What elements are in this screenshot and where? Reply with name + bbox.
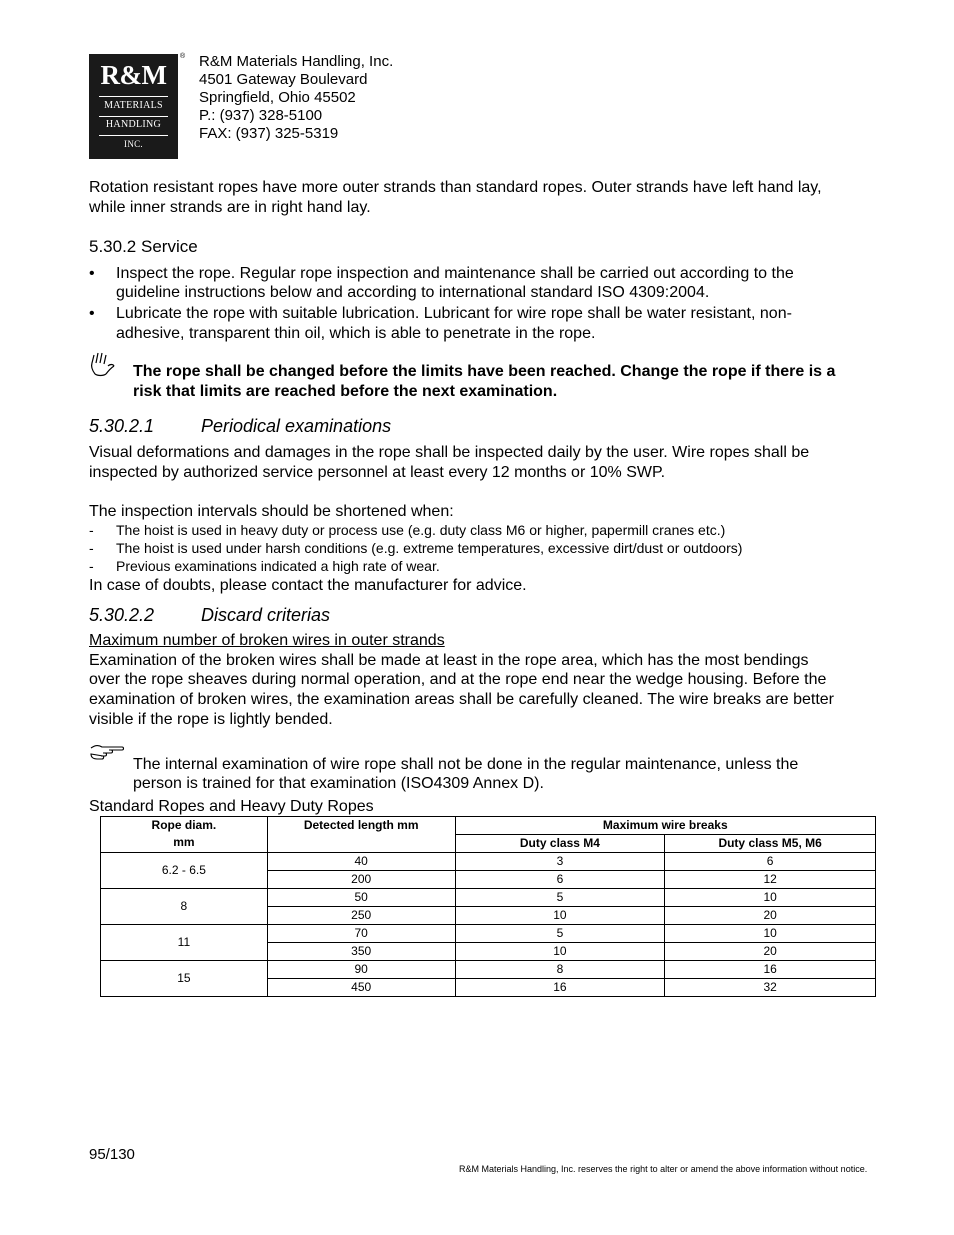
cell-length: 450 xyxy=(267,979,455,997)
logo-line-1: MATERIALS xyxy=(104,100,163,111)
bullet-icon: • xyxy=(89,265,95,282)
cell-length: 40 xyxy=(267,853,455,871)
dash-icon: - xyxy=(89,522,94,538)
dash-item: The hoist is used in heavy duty or process use (e.g. duty class M6 or higher, papermill cranes etc.) xyxy=(116,522,726,538)
cell-m4: 3 xyxy=(455,853,665,871)
address-line: P.: (937) 328-5100 xyxy=(199,107,323,124)
cell-m4: 10 xyxy=(455,907,665,925)
cell-m4: 10 xyxy=(455,943,665,961)
cell-length: 250 xyxy=(267,907,455,925)
paragraph-line: visible if the rope is lightly bended. xyxy=(89,711,333,728)
table-row xyxy=(101,889,876,907)
dash-icon: - xyxy=(89,558,94,574)
table-row xyxy=(101,925,876,943)
cell-length: 350 xyxy=(267,943,455,961)
hand-stop-icon xyxy=(89,352,117,378)
note-text: person is trained for that examination (ISO4309 Annex D). xyxy=(133,775,544,792)
dash-item: The hoist is used under harsh conditions (e.g. extreme temperatures, excessive dirt/dust or outdoors) xyxy=(116,540,743,556)
cell-length: 70 xyxy=(267,925,455,943)
subheading: Maximum number of broken wires in outer strands xyxy=(89,632,445,649)
intro-line: Rotation resistant ropes have more outer strands than standard ropes. Outer strands have left hand lay, xyxy=(89,179,822,196)
bullet-text: guideline instructions below and according to international standard ISO 4309:2004. xyxy=(116,284,710,301)
section-number: 5.30.2.1 xyxy=(89,416,155,436)
warning-text: The rope shall be changed before the limits have been reached. Change the rope if there is a xyxy=(133,363,836,380)
logo-divider xyxy=(99,96,168,97)
cell-diameter: 15 xyxy=(101,961,268,997)
service-heading: 5.30.2 Service xyxy=(89,237,198,256)
paragraph-line: over the rope sheaves during normal operation, and at the rope end near the wedge housing. Before the xyxy=(89,671,827,688)
cell-diameter: 6.2 - 6.5 xyxy=(101,853,268,889)
doubts-text: In case of doubts, please contact the manufacturer for advice. xyxy=(89,577,527,594)
intro-line: while inner strands are in right hand lay. xyxy=(89,199,371,216)
pointing-hand-icon xyxy=(89,742,125,762)
bullet-text: Lubricate the rope with suitable lubrication. Lubricant for wire rope shall be water resistant, non- xyxy=(116,305,792,322)
logo-line-2: HANDLING xyxy=(105,119,162,130)
cell-diameter: 8 xyxy=(101,889,268,925)
cell-m5-m6: 32 xyxy=(665,979,876,997)
header-duty-m4: Duty class M4 xyxy=(455,835,665,853)
dash-icon: - xyxy=(89,540,94,556)
bullet-icon: • xyxy=(89,305,95,322)
cell-m5-m6: 20 xyxy=(665,943,876,961)
header-detected-length: Detected length mm xyxy=(267,817,455,853)
header-rope-diameter-label: Rope diam. xyxy=(151,818,217,832)
logo-main-text: R&M xyxy=(100,60,167,90)
cell-m4: 6 xyxy=(455,871,665,889)
cell-m5-m6: 16 xyxy=(665,961,876,979)
paragraph-line: examination of broken wires, the examination areas shall be carefully cleaned. The wire breaks are better xyxy=(89,691,834,708)
section-title: Discard criterias xyxy=(201,605,331,625)
page-number: 95/130 xyxy=(89,1146,135,1163)
bullet-text: adhesive, transparent thin oil, which is able to penetrate in the rope. xyxy=(116,325,596,342)
cell-m5-m6: 10 xyxy=(665,889,876,907)
wire-breaks-table xyxy=(100,816,876,997)
note-text: The internal examination of wire rope shall not be done in the regular maintenance, unless the xyxy=(133,756,799,773)
cell-m5-m6: 20 xyxy=(665,907,876,925)
company-logo xyxy=(89,54,178,159)
paragraph-line: Visual deformations and damages in the rope shall be inspected daily by the user. Wire ropes shall be xyxy=(89,444,810,461)
footer-notice: R&M Materials Handling, Inc. reserves the right to alter or amend the above information without notice. xyxy=(459,1164,868,1174)
cell-m5-m6: 6 xyxy=(665,853,876,871)
intervals-intro: The inspection intervals should be shortened when: xyxy=(89,503,454,520)
address-line: R&M Materials Handling, Inc. xyxy=(199,53,394,70)
cell-length: 90 xyxy=(267,961,455,979)
warning-text: risk that limits are reached before the next examination. xyxy=(133,383,558,400)
logo-divider xyxy=(99,116,168,117)
cell-m4: 5 xyxy=(455,889,665,907)
header-duty-m5-m6: Duty class M5, M6 xyxy=(665,835,876,853)
paragraph-line: Examination of the broken wires shall be made at least in the rope area, which has the most bendings xyxy=(89,652,809,669)
cell-m4: 16 xyxy=(455,979,665,997)
logo-line-3: INC. xyxy=(124,139,143,149)
dash-item: Previous examinations indicated a high rate of wear. xyxy=(116,558,440,574)
address-line: FAX: (937) 325-5319 xyxy=(199,125,339,142)
registered-mark: ® xyxy=(180,53,186,60)
logo-divider xyxy=(99,135,168,136)
cell-m4: 5 xyxy=(455,925,665,943)
cell-diameter: 11 xyxy=(101,925,268,961)
address-line: Springfield, Ohio 45502 xyxy=(199,89,356,106)
table-caption: Standard Ropes and Heavy Duty Ropes xyxy=(89,798,374,815)
paragraph-line: inspected by authorized service personnel at least every 12 months or 10% SWP. xyxy=(89,464,666,481)
cell-length: 200 xyxy=(267,871,455,889)
header-rope-diameter-unit: mm xyxy=(173,835,195,849)
cell-m5-m6: 12 xyxy=(665,871,876,889)
address-line: 4501 Gateway Boulevard xyxy=(199,71,368,88)
header-max-wire-breaks: Maximum wire breaks xyxy=(455,817,875,835)
cell-m4: 8 xyxy=(455,961,665,979)
table-row xyxy=(101,961,876,979)
cell-m5-m6: 10 xyxy=(665,925,876,943)
section-number: 5.30.2.2 xyxy=(89,605,155,625)
cell-length: 50 xyxy=(267,889,455,907)
bullet-text: Inspect the rope. Regular rope inspection and maintenance shall be carried out according to the xyxy=(116,265,794,282)
header-rope-diameter xyxy=(101,817,268,853)
section-title: Periodical examinations xyxy=(201,416,392,436)
table-row xyxy=(101,853,876,871)
